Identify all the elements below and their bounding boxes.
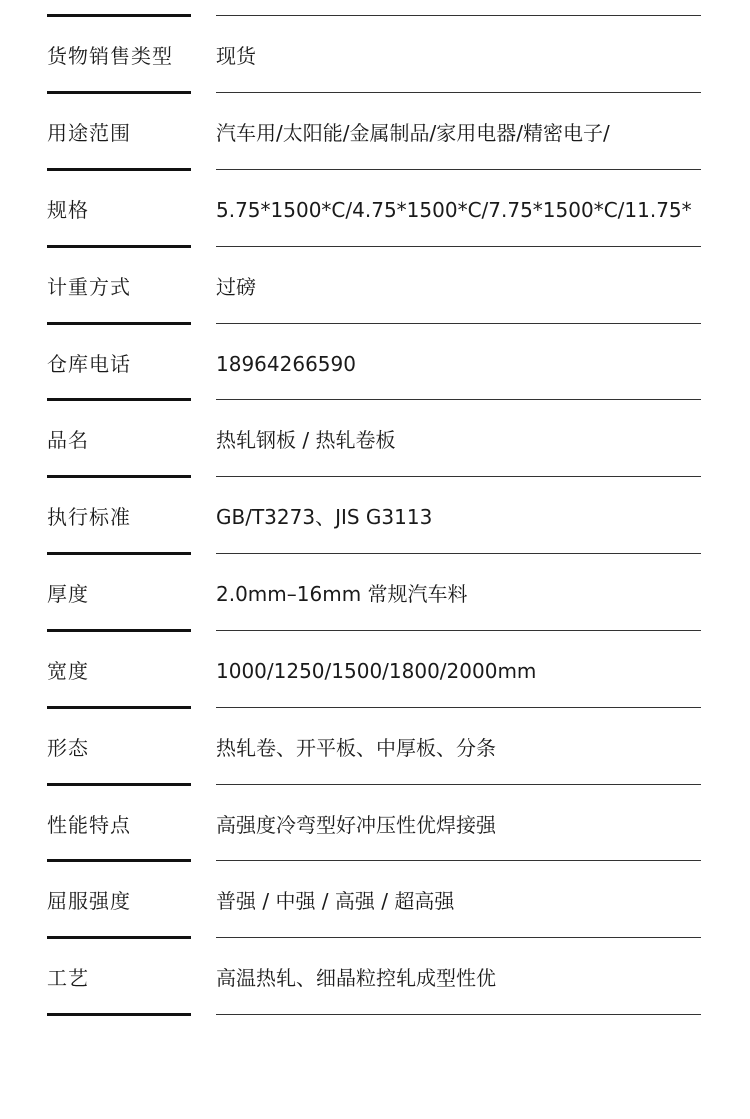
divider [216,553,701,554]
divider [216,784,701,785]
spec-label: 用途范围 [47,121,131,145]
divider [216,860,701,861]
spec-label: 宽度 [47,659,89,683]
divider [47,168,191,171]
spec-label: 品名 [47,428,89,452]
spec-row-process [0,940,750,1017]
spec-row-yield-strength [0,863,750,940]
divider [216,937,701,938]
divider [216,476,701,477]
divider [216,323,701,324]
spec-value: 18964266590 [216,352,356,376]
spec-label: 形态 [47,736,89,760]
spec-value: 汽车用/太阳能/金属制品/家用电器/精密电子/ [216,121,610,145]
spec-label: 规格 [47,198,89,222]
spec-row-thickness [0,556,750,633]
spec-value: 2.0mm–16mm 常规汽车料 [216,582,468,606]
spec-label: 仓库电话 [47,352,131,376]
spec-row-sales-type [0,18,750,95]
divider [47,1013,191,1016]
divider [47,398,191,401]
divider [216,399,701,400]
spec-row-standard [0,479,750,556]
divider [216,246,701,247]
spec-label: 厚度 [47,582,89,606]
spec-value: 高强度冷弯型好冲压性优焊接强 [216,813,496,837]
spec-row-usage [0,95,750,172]
spec-row-width [0,633,750,710]
spec-label: 货物销售类型 [47,44,173,68]
divider [216,707,701,708]
spec-value: 热轧卷、开平板、中厚板、分条 [216,736,496,760]
spec-value: 过磅 [216,275,256,299]
divider [216,92,701,93]
spec-value: 5.75*1500*C/4.75*1500*C/7.75*1500*C/11.75* [216,198,692,222]
divider [216,1014,701,1015]
spec-row-specification [0,172,750,249]
divider [47,552,191,555]
divider [47,629,191,632]
spec-row-product-name [0,402,750,479]
divider [47,706,191,709]
spec-row-features [0,787,750,864]
divider [216,15,701,16]
spec-label: 性能特点 [47,813,131,837]
spec-row-form [0,710,750,787]
spec-value: 1000/1250/1500/1800/2000mm [216,659,537,683]
spec-value: 普强 / 中强 / 高强 / 超高强 [216,889,455,913]
divider [47,91,191,94]
spec-row-weighing [0,249,750,326]
divider [47,783,191,786]
spec-label: 工艺 [47,966,89,990]
divider [47,322,191,325]
divider [47,859,191,862]
divider [47,245,191,248]
spec-label: 执行标准 [47,505,131,529]
divider [47,936,191,939]
spec-row-warehouse-phone [0,326,750,403]
divider [47,14,191,17]
spec-value: 高温热轧、细晶粒控轧成型性优 [216,966,496,990]
spec-label: 计重方式 [47,275,131,299]
divider [216,169,701,170]
spec-label: 屈服强度 [47,889,131,913]
spec-value: 现货 [216,44,256,68]
divider [47,475,191,478]
spec-value: GB/T3273、JIS G3113 [216,505,433,529]
spec-value: 热轧钢板 / 热轧卷板 [216,428,396,452]
divider [216,630,701,631]
